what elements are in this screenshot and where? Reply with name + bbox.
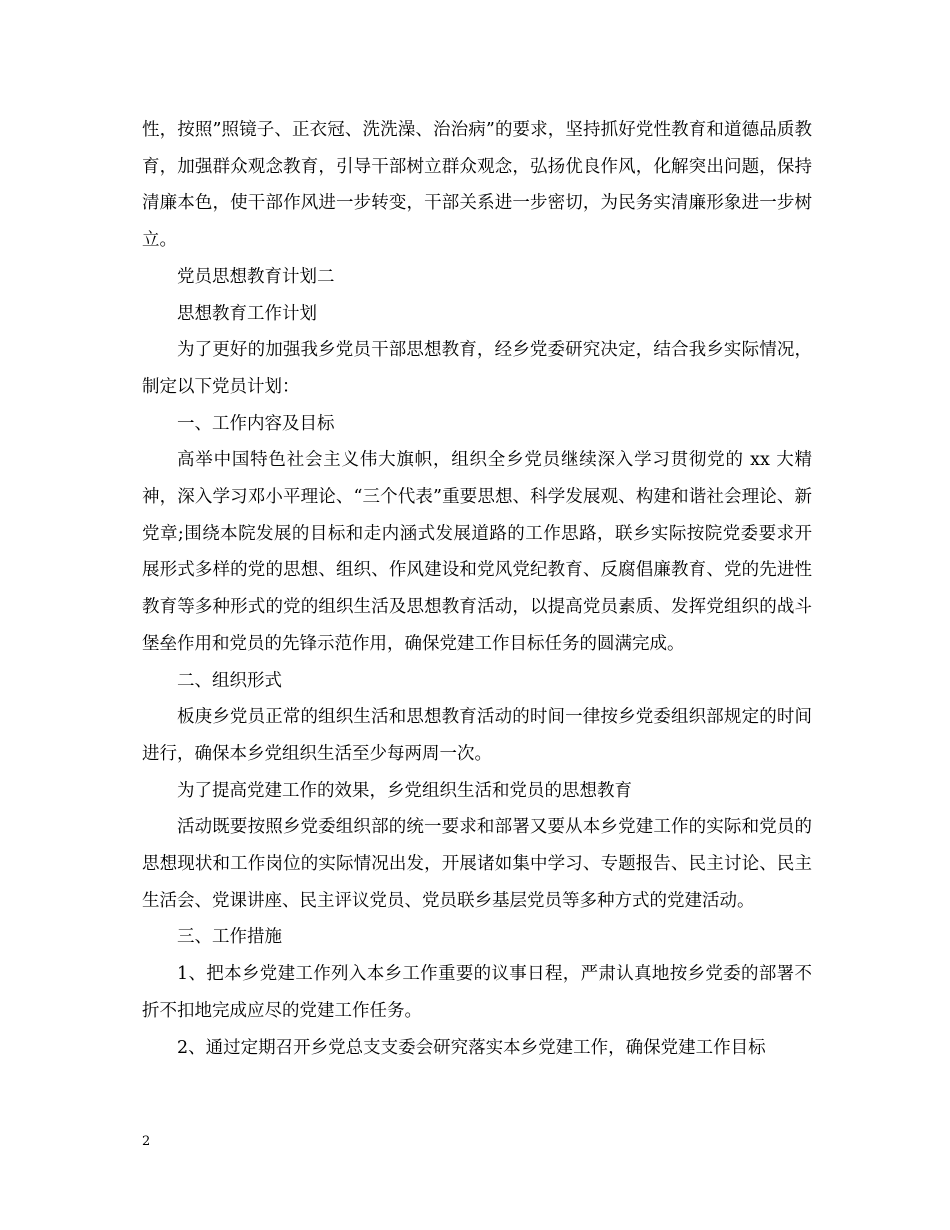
paragraph: 活动既要按照乡党委组织部的统一要求和部署又要从本乡党建工作的实际和党员的思想现状和工作岗位的实际情况出发，开展诸如集中学习、专题报告、民主讨论、民主生活会、党课讲座、民主评议党员、党员联乡基层党员等多种方式的党建活动。: [142, 817, 812, 911]
paragraph: 为了提高党建工作的效果，乡党组织生活和党员的思想教育: [177, 780, 632, 801]
paragraph: 性，按照”照镜子、正衣冠、洗洗澡、治治病”的要求，坚持抓好党性教育和道德品质教育，加强群众观念教育，引导干部树立群众观念，弘扬优良作风，化解突出问题，保持清廉本色，使干部作风进一步转变，干部关系进一步密切，为民务实清廉形象进一步树立。: [142, 120, 812, 251]
paragraph: 高举中国特色社会主义伟大旗帜，组织全乡党员继续深入学习贯彻党的 xx 大精神，深入学习邓小平理论、“三个代表”重要思想、科学发展观、构建和谐社会理论、新党章;围绕本院发展的目标和走内涵式发展道路的工作思路，联乡实际按院党委要求开展形式多样的党的思想、组织、作风建设和党风党纪教育、反腐倡廉教育、党的先进性教育等多种形式的党的组织生活及思想教育活动，以提高党员素质、发挥党组织的战斗堡垒作用和党员的先锋示范作用，确保党建工作目标任务的圆满完成。: [142, 450, 812, 654]
section-subtitle: 思想教育工作计划: [177, 303, 317, 324]
paragraph: 板庚乡党员正常的组织生活和思想教育活动的时间一律按乡党委组织部规定的时间进行，确保本乡党组织生活至少每两周一次。: [142, 707, 812, 764]
page-number: 2: [142, 1134, 151, 1149]
heading-work-content: 一、工作内容及目标: [177, 413, 335, 434]
section-title: 党员思想教育计划二: [177, 266, 335, 287]
paragraph: 为了更好的加强我乡党员干部思想教育，经乡党委研究决定，结合我乡实际情况，制定以下党员计划：: [142, 340, 812, 397]
document-body: [142, 112, 812, 1066]
paragraph: 1、把本乡党建工作列入本乡工作重要的议事日程，严肃认真地按乡党委的部署不折不扣地完成应尽的党建工作任务。: [142, 964, 812, 1021]
heading-organization-form: 二、组织形式: [177, 670, 282, 691]
heading-work-measures: 三、工作措施: [177, 927, 282, 948]
paragraph: 2、通过定期召开乡党总支支委会研究落实本乡党建工作，确保党建工作目标: [177, 1037, 766, 1058]
